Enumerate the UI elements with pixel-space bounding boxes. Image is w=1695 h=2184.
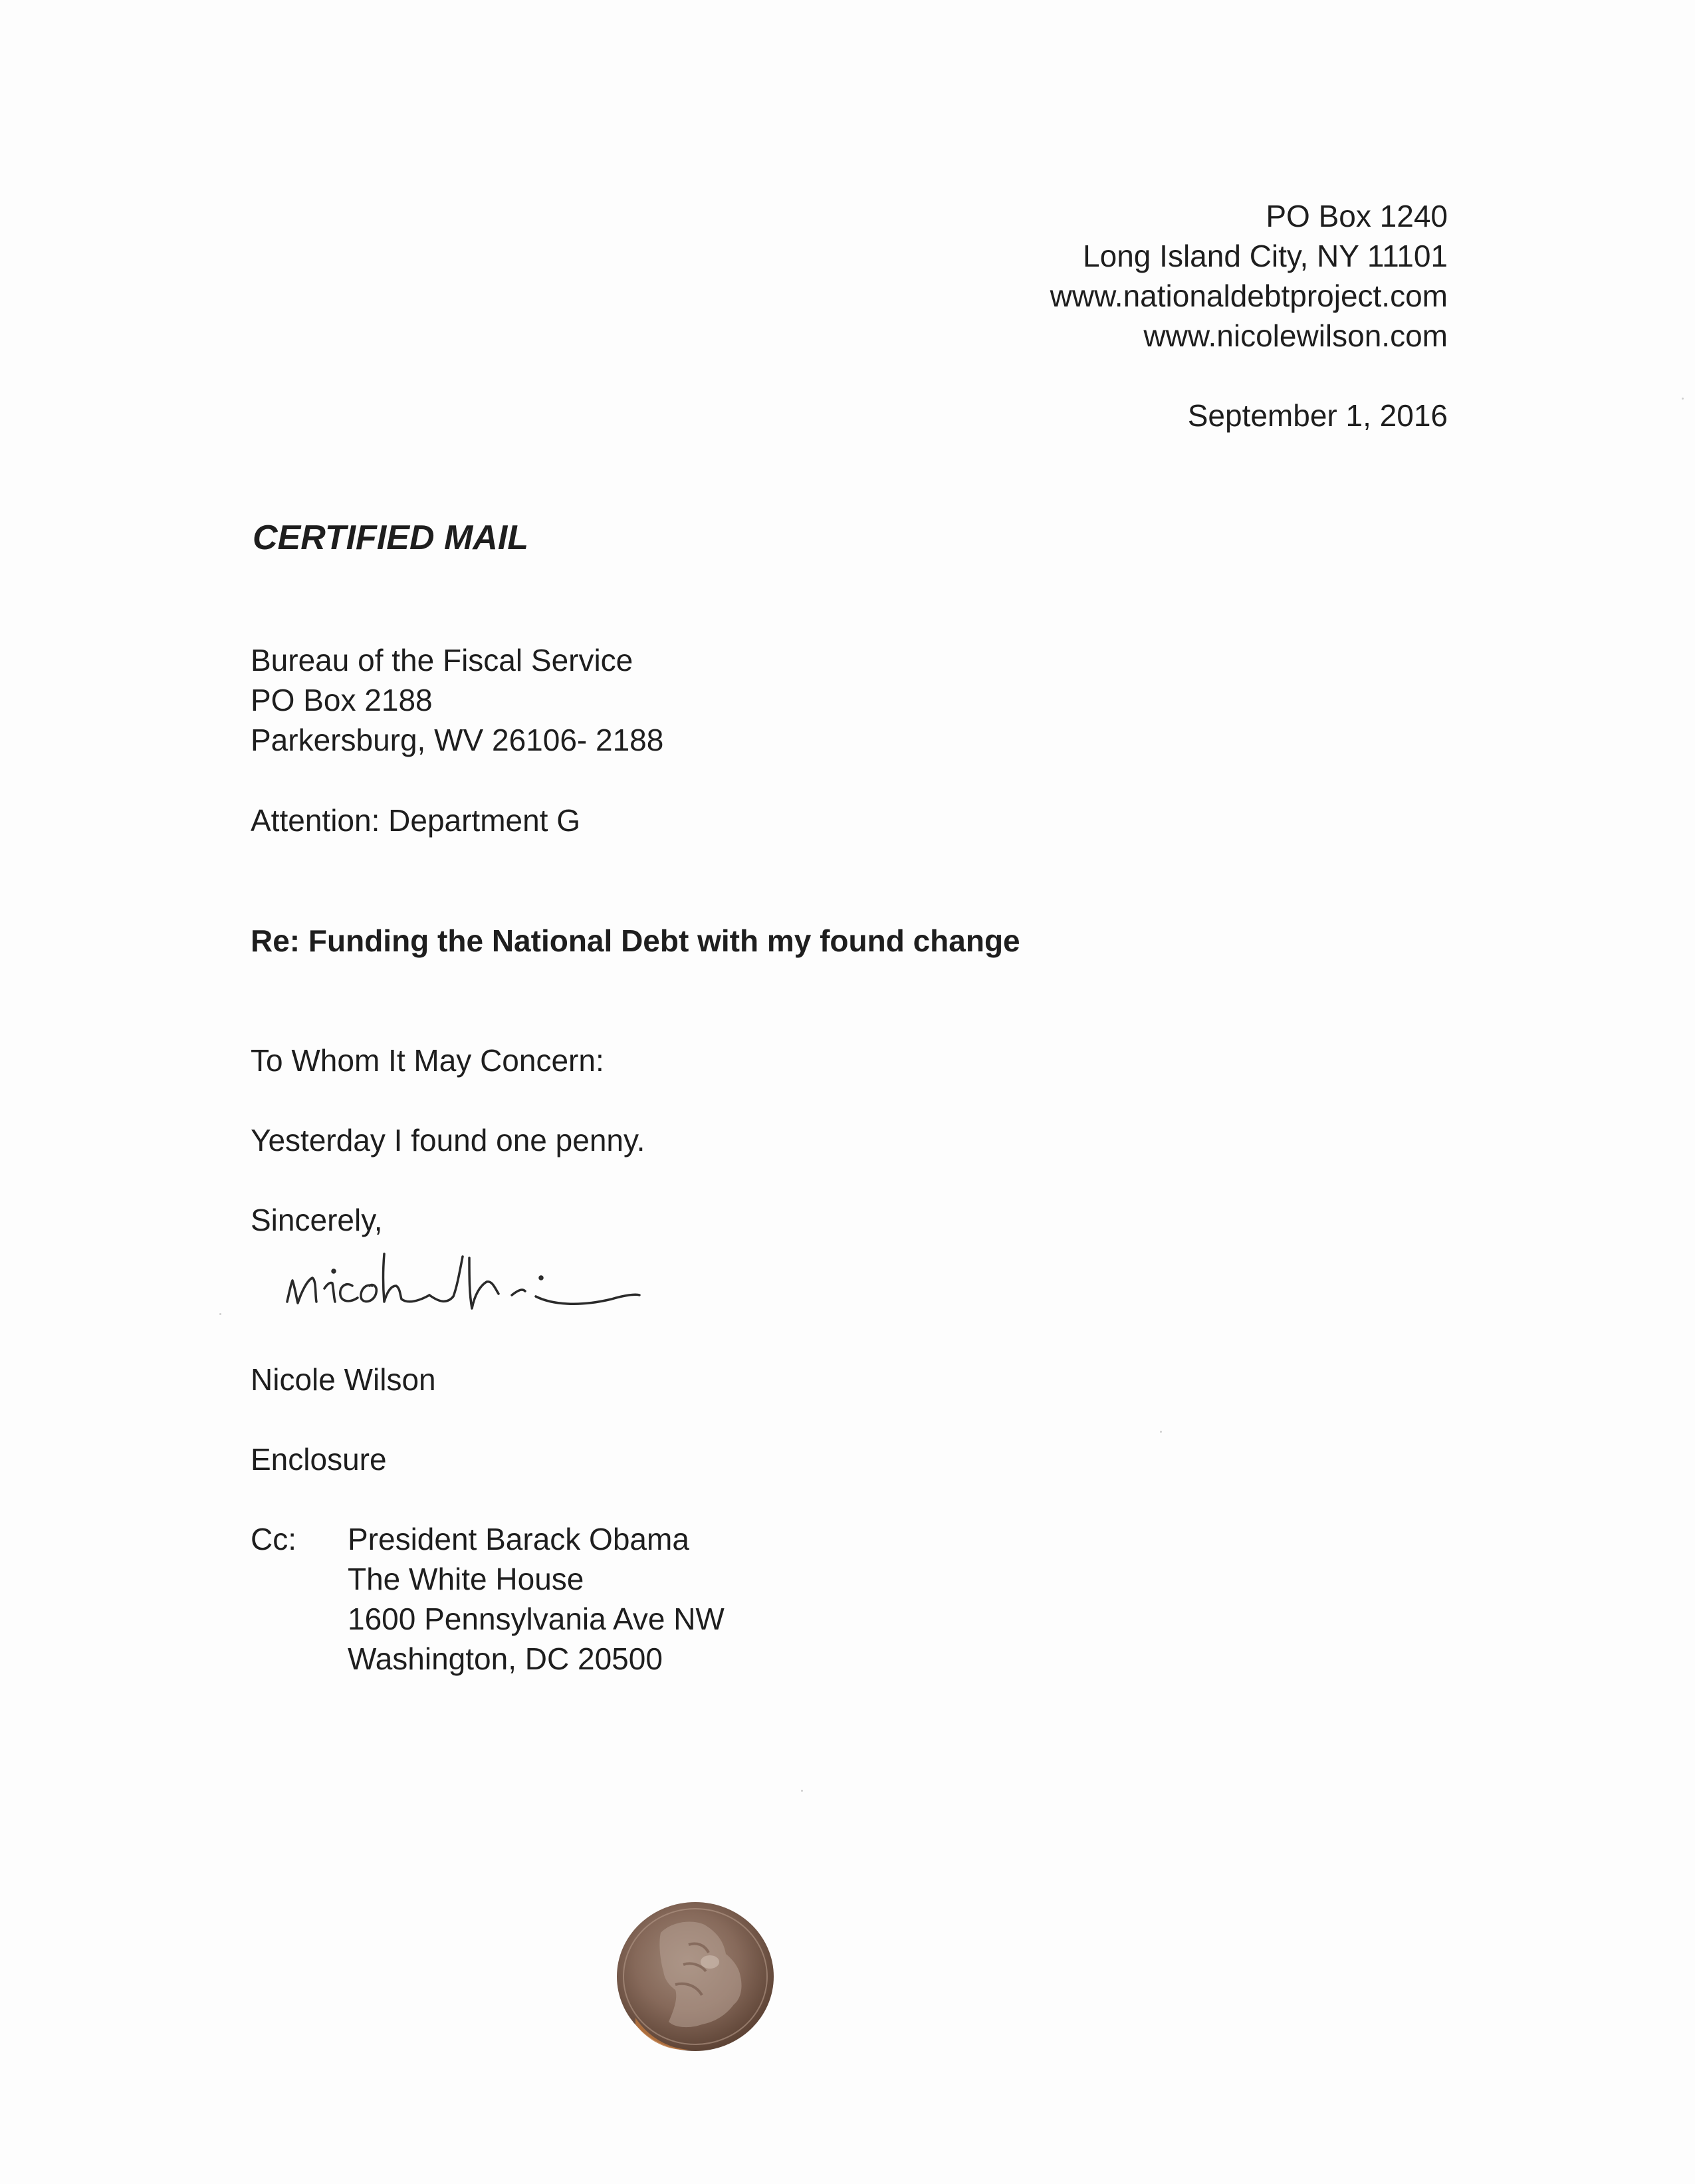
cc-line4: Washington, DC 20500 bbox=[348, 1641, 663, 1676]
cc-line1: President Barack Obama bbox=[348, 1522, 689, 1556]
scan-speck bbox=[219, 1313, 221, 1315]
sender-website-2: www.nicolewilson.com bbox=[1143, 318, 1448, 353]
body-text: Yesterday I found one penny. bbox=[251, 1123, 645, 1157]
certified-mail-heading: CERTIFIED MAIL bbox=[253, 519, 529, 557]
recipient-address-line2: Parkersburg, WV 26106- 2188 bbox=[251, 723, 664, 757]
scan-speck bbox=[1160, 1431, 1162, 1433]
attention-line: Attention: Department G bbox=[251, 803, 581, 838]
enclosure-notation: Enclosure bbox=[251, 1442, 387, 1477]
recipient-address-line1: PO Box 2188 bbox=[251, 683, 433, 717]
letter-date: September 1, 2016 bbox=[1187, 398, 1448, 433]
salutation: To Whom It May Concern: bbox=[251, 1043, 604, 1078]
closing: Sincerely, bbox=[251, 1203, 383, 1237]
cc-label: Cc: bbox=[251, 1522, 296, 1556]
sender-address-line1: PO Box 1240 bbox=[1266, 199, 1448, 233]
cc-line3: 1600 Pennsylvania Ave NW bbox=[348, 1602, 725, 1636]
subject-line: Re: Funding the National Debt with my found change bbox=[251, 923, 1020, 958]
sender-address-line2: Long Island City, NY 11101 bbox=[1083, 239, 1448, 273]
recipient-name: Bureau of the Fiscal Service bbox=[251, 643, 633, 677]
signature-icon bbox=[273, 1217, 658, 1330]
scan-speck bbox=[801, 1790, 803, 1792]
sender-website-1: www.nationaldebtproject.com bbox=[1050, 279, 1448, 313]
cc-line2: The White House bbox=[348, 1562, 584, 1596]
scan-speck bbox=[1682, 398, 1684, 400]
penny-coin-icon bbox=[609, 1898, 782, 2058]
signer-name: Nicole Wilson bbox=[251, 1362, 436, 1397]
